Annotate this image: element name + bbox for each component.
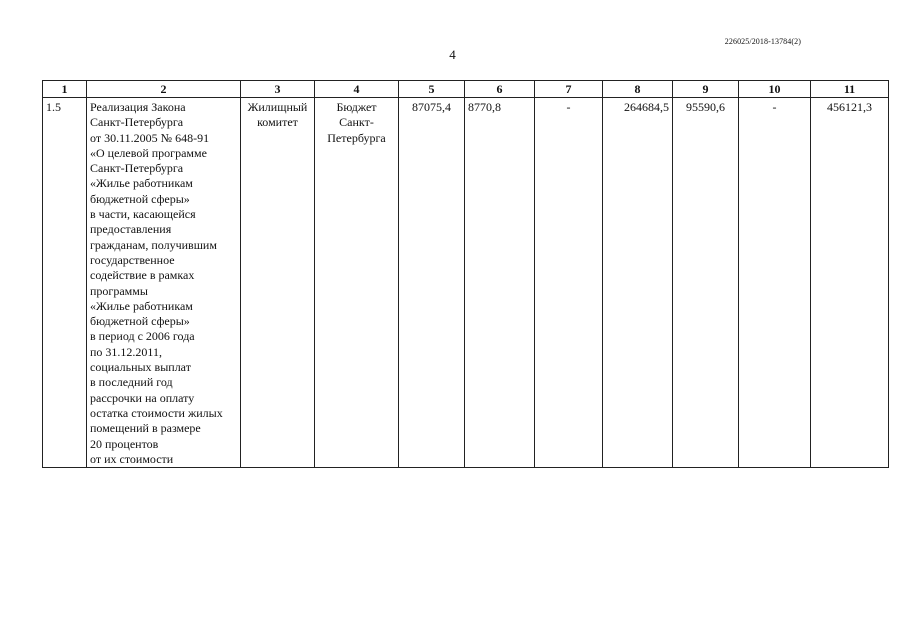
column-header-7: 7: [535, 81, 603, 98]
name-line: предоставления: [90, 222, 172, 237]
funding-source-cell: [315, 98, 399, 468]
name-line: содействие в рамках: [90, 268, 195, 283]
column-header-5: 5: [399, 81, 465, 98]
value-cell-8: 264684,5: [603, 98, 673, 468]
name-line: социальных выплат: [90, 360, 191, 375]
column-header-3: 3: [241, 81, 315, 98]
name-line: остатка стоимости жилых: [90, 405, 223, 420]
column-header-11: 11: [811, 81, 889, 98]
executor-line: комитет: [257, 115, 298, 130]
name-line: «Жилье работникам: [90, 298, 193, 313]
name-line: государственное: [90, 252, 175, 267]
column-header-10: 10: [739, 81, 811, 98]
name-line: по 31.12.2011,: [90, 344, 162, 359]
row-name-cell: [87, 98, 241, 468]
name-line: рассрочки на оплату: [90, 390, 195, 405]
executor-cell: [241, 98, 315, 468]
name-line: Санкт-Петербурга: [90, 161, 184, 176]
value-cell-7: -: [535, 98, 603, 468]
value-cell-11: 456121,3: [811, 98, 889, 468]
row-number-cell: 1.5: [43, 98, 87, 468]
source-line: Бюджет: [336, 100, 377, 114]
budget-table: [42, 80, 889, 468]
name-line: программы: [90, 283, 148, 298]
column-header-8: 8: [603, 81, 673, 98]
name-line: помещений в размере: [90, 421, 201, 436]
name-line: от их стоимости: [90, 451, 174, 466]
name-line: «Жилье работникам: [90, 176, 193, 191]
column-header-2: 2: [87, 81, 241, 98]
name-line: бюджетной сферы»: [90, 314, 190, 329]
column-header-4: 4: [315, 81, 399, 98]
header-row: [43, 81, 889, 98]
executor-line: Жилищный: [247, 100, 308, 114]
value-cell-9: 95590,6: [673, 98, 739, 468]
name-line: Санкт-Петербурга: [90, 115, 184, 130]
name-line: гражданам, получившим: [90, 237, 217, 252]
name-line: 20 процентов: [90, 436, 159, 451]
source-line: Санкт-: [339, 115, 374, 130]
value-cell-5: 87075,4: [399, 98, 465, 468]
name-line: «О целевой программе: [90, 145, 207, 160]
table-row: [43, 98, 889, 468]
name-line: в период с 2006 года: [90, 329, 195, 344]
value-cell-10: -: [739, 98, 811, 468]
name-line: в части, касающейся: [90, 207, 196, 222]
name-line: от 30.11.2005 № 648-91: [90, 130, 210, 145]
document-id: 226025/2018-13784(2): [724, 37, 801, 46]
name-line: в последний год: [90, 375, 173, 390]
column-header-6: 6: [465, 81, 535, 98]
column-header-9: 9: [673, 81, 739, 98]
value-cell-6: 8770,8: [465, 98, 535, 468]
name-line: Реализация Закона: [90, 100, 186, 114]
column-header-1: 1: [43, 81, 87, 98]
name-line: бюджетной сферы»: [90, 191, 190, 206]
page-number: 4: [449, 47, 456, 62]
source-line: Петербурга: [327, 130, 386, 145]
